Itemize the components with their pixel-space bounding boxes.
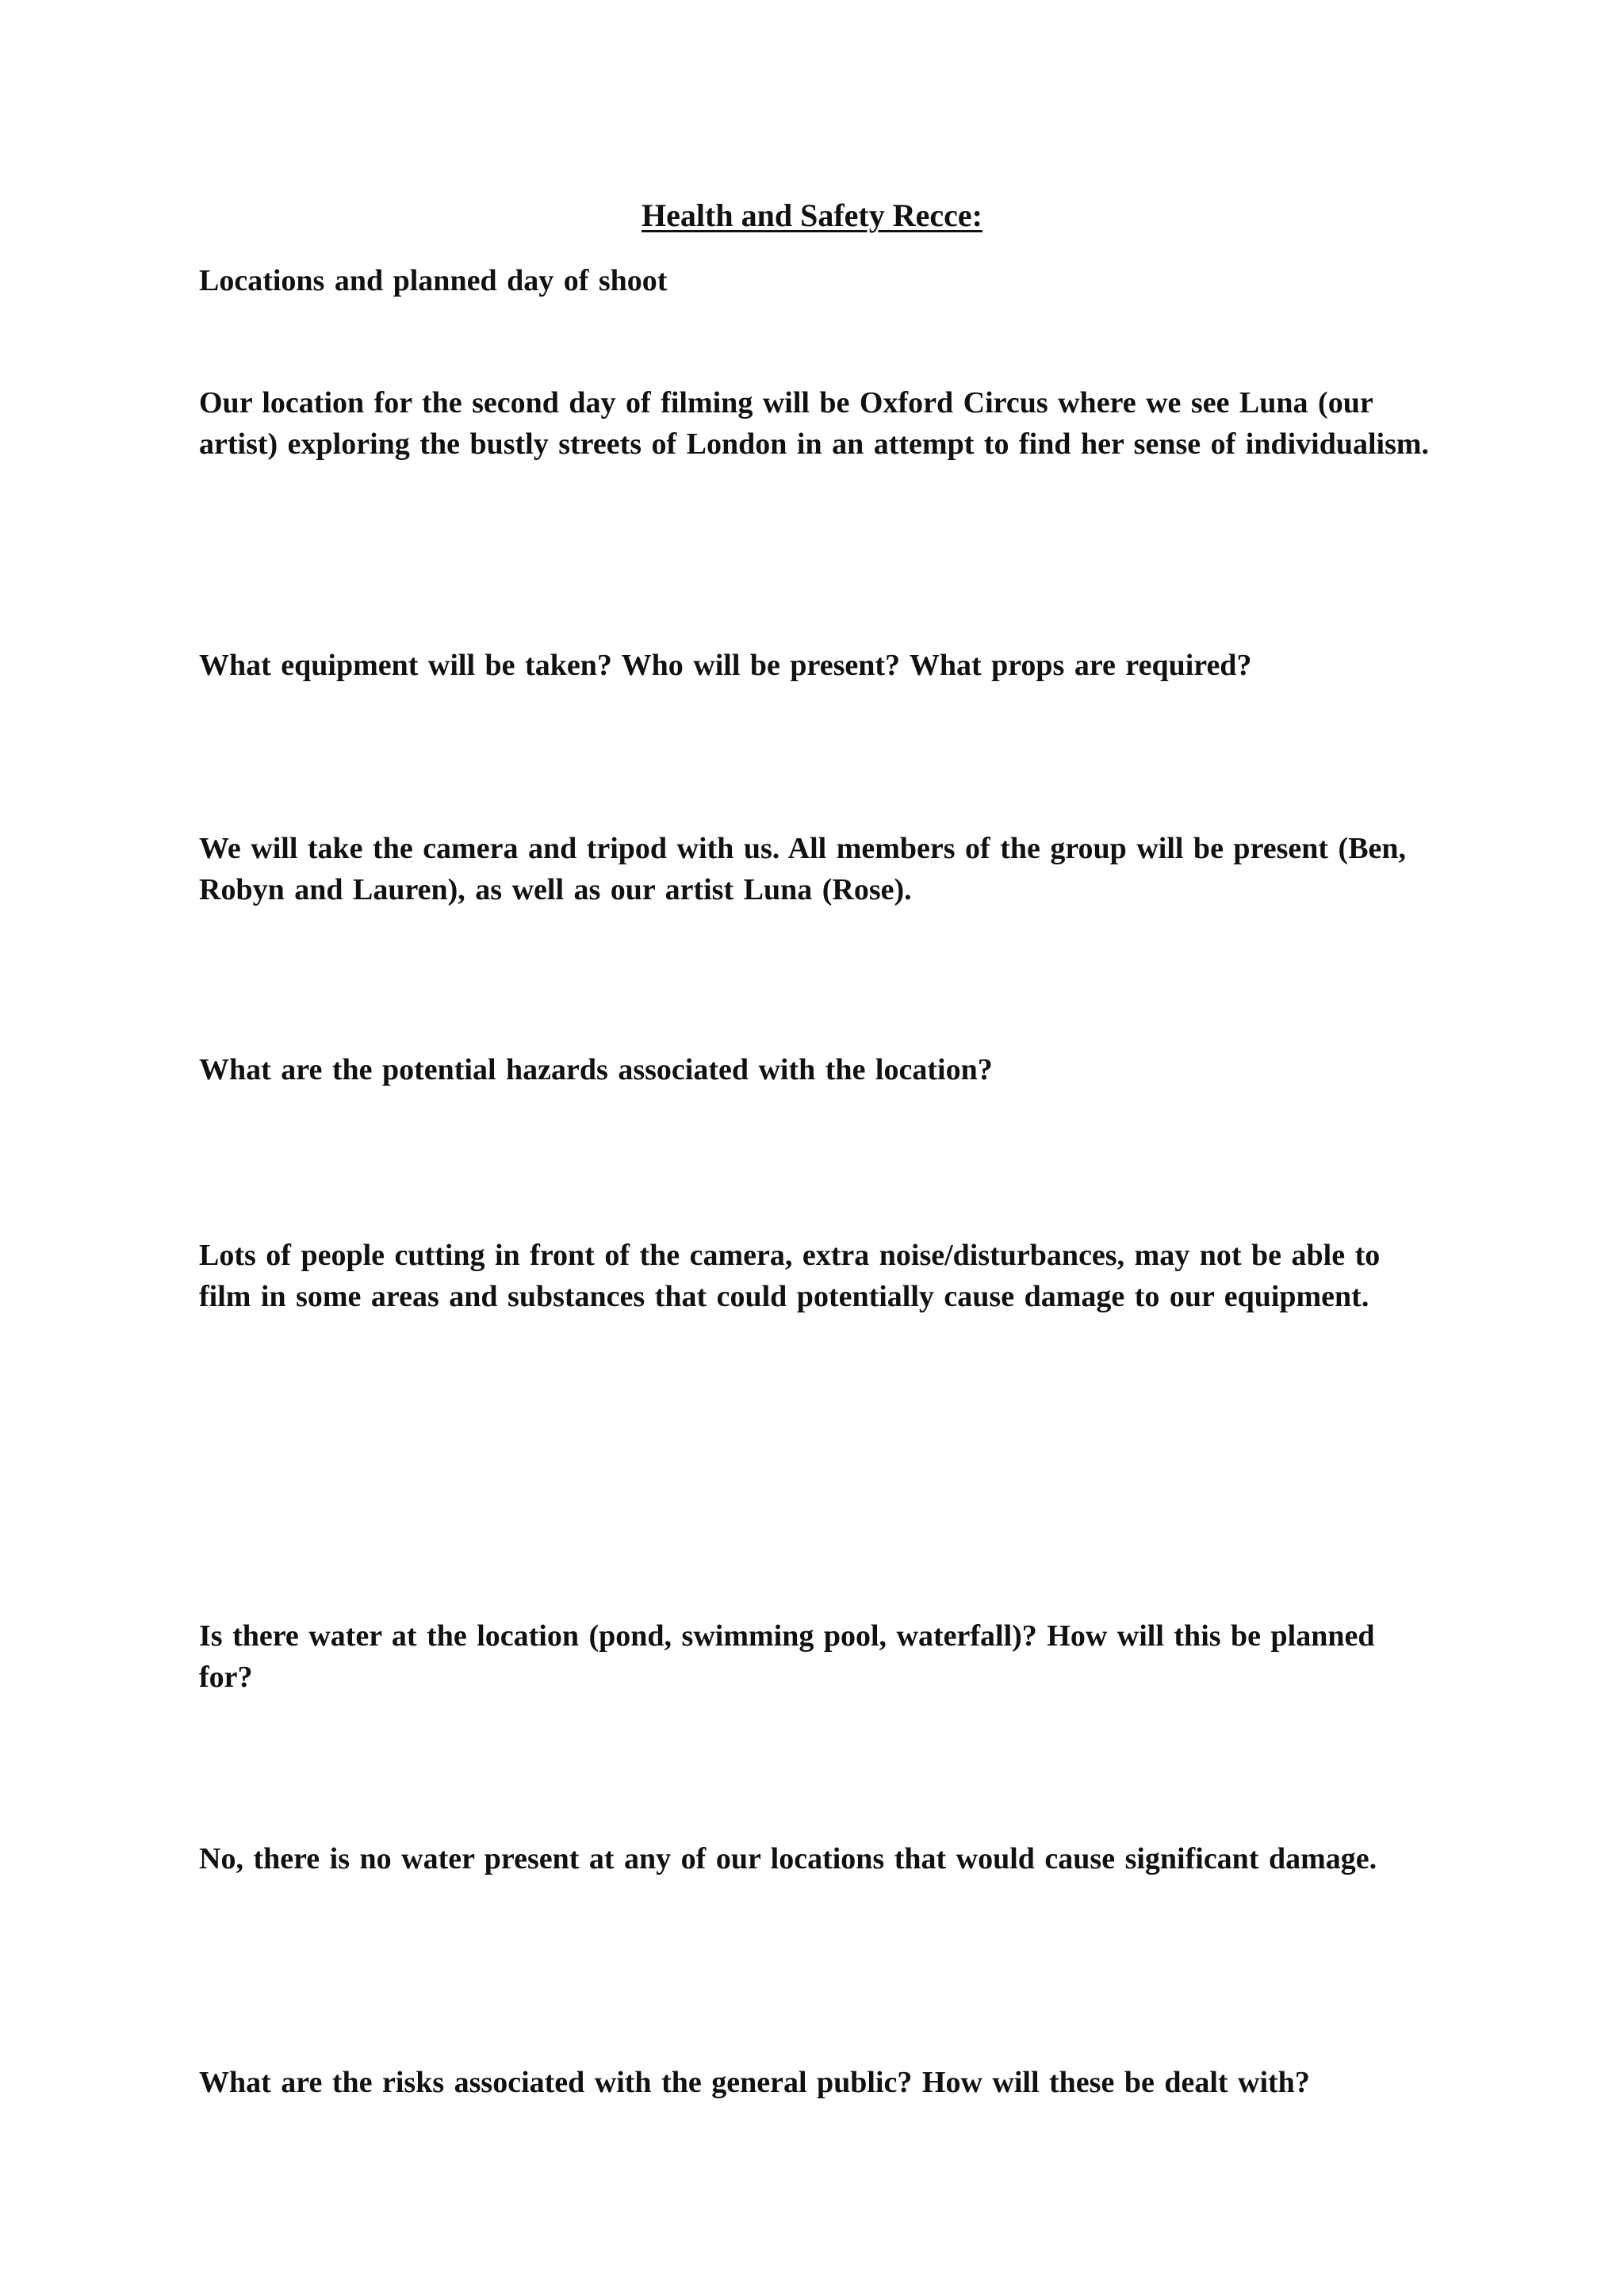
answer-hazards: Lots of people cutting in front of the camera, extra noise/disturbances, may not be able to film in some areas and substances that could potentially cause damage to our equipment. bbox=[199, 1239, 1381, 1313]
answer-equipment: We will take the camera and tripod with us. All members of the group will be present (Ben, Robyn and Lauren), as well as our artist Luna (Rose). bbox=[199, 832, 1407, 906]
page-title: Health and Safety Recce: bbox=[642, 197, 982, 233]
subheading: Locations and planned day of shoot bbox=[199, 264, 668, 297]
question-water: Is there water at the location (pond, swimming pool, waterfall)? How will this be planned for? bbox=[199, 1619, 1375, 1694]
question-equipment: What equipment will be taken? Who will be present? What props are required? bbox=[199, 649, 1252, 682]
question-public-risks: What are the risks associated with the general public? How will these be dealt with? bbox=[199, 2066, 1310, 2099]
answer-water: No, there is no water present at any of our locations that would cause significant damage. bbox=[199, 1842, 1377, 1875]
location-paragraph: Our location for the second day of filming will be Oxford Circus where we see Luna (our artist) exploring the bustly streets of London in an attempt to find her sense of individualism. bbox=[199, 386, 1430, 461]
question-hazards: What are the potential hazards associated with the location? bbox=[199, 1053, 993, 1086]
